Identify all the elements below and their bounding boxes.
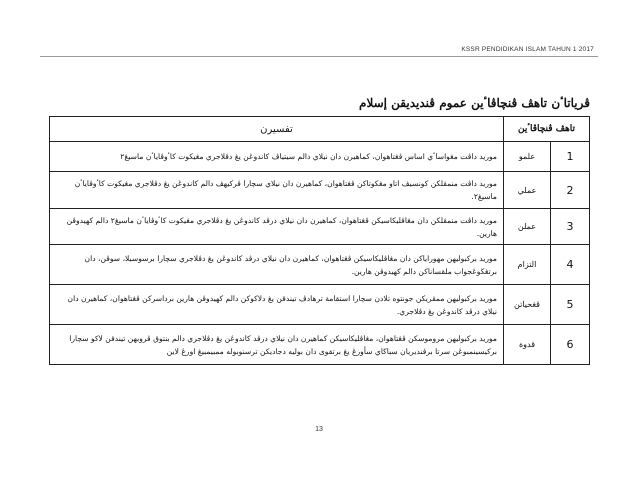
level-number: 2: [551, 172, 590, 209]
level-term: علمو: [504, 142, 551, 172]
level-term: التزام: [504, 245, 551, 285]
header-rule: [40, 56, 598, 57]
level-term: ڤڠحياتن: [504, 285, 551, 325]
level-term: قدوة: [504, 325, 551, 365]
table-row: [50, 142, 590, 172]
level-number: 3: [551, 209, 590, 245]
level-description: موريد داڤت مڠواساٴي اساس ڤڠتاهوان، كماهيرن دان نيلاي دالم سيتياڤ كاندوڠن يڠ دڤلاجري مڠيكوت كاٴوڤاياٴن ماسيڠ٢: [50, 142, 504, 172]
document-title: ڤرياتاٴن تاهڤ ڤنچاڤاٴين عموم ڤنديديقن إسلام: [359, 96, 590, 110]
level-description: موريد بركبوليهن مهوراياكن دان مڠاڤليكاسيكن ڤڠتاهوان، كماهيرن دان نيلاي درڤد كاندوڠن يڠ دڤلاجري سچارا برسوسيلا، سوڤن، دان برتڠڬوڠجواب ملقساناكن دالم كهيدوڤن هارين.: [50, 245, 504, 285]
level-number: 1: [551, 142, 590, 172]
table-row: [50, 325, 590, 365]
level-term: عملن: [504, 209, 551, 245]
table-header-row: [50, 117, 590, 142]
level-description: موريد بركبوليهن ممڤريكن جونتوه تلادن سچارا استقامة ترهادڤ تيندقن يڠ دلاكوكن دالم كهيدوڤن هارين برداسركن ڤڠتاهوان، كماهيرن دان نيلاي درڤد كاندوڠن يڠ دڤلاجري.: [50, 285, 504, 325]
header-level: تاهڤ ڤنچاڤاٴين: [504, 117, 590, 142]
level-number: 4: [551, 245, 590, 285]
table-row: [50, 209, 590, 245]
level-number: 6: [551, 325, 590, 365]
level-term: عملي: [504, 172, 551, 209]
performance-levels-table: [49, 116, 590, 365]
header-interpretation: تفسيرن: [50, 117, 504, 142]
level-description: موريد بركبوليهن مروموسكن ڤڠتاهوان، مڠاڤليكاسيكن كماهيرن دان نيلاي درڤد كاندوڠن يڠ دڤلاجري دالم بنتوق ڤروبهن تيندقن لاكو سچارا بركيسينمبوڠن سرتا برڤنديريان سباڬاي سأورڠ يڠ برتقوى دان بوليه دجاديكن ترسنوبوله ممبيمبيڠ اورڠ لاين: [50, 325, 504, 365]
table-row: [50, 245, 590, 285]
page-number: 13: [315, 426, 323, 433]
level-description: موريد داڤت منمڤلكن دان مڠاڤليكاسيكن ڤڠتاهوان، كماهيرن دان نيلاي درڤد كاندوڠن يڠ دڤلاجري مڠيكوت كاٴوڤاياٴن ماسيڠ٢ دالم كهيدوڤن هارين.: [50, 209, 504, 245]
level-description: موريد داڤت منمڤلكن كونسيڤ اتاو مڠكوتاكن ڤڠتاهوان، كماهيرن دان نيلاي سچارا ڤركيهڤ دالم كاندوڠن يڠ دڤلاجري مڠيكوت كاٴوڤاياٴن ماسيڠ٢.: [50, 172, 504, 209]
table-row: [50, 172, 590, 209]
table-row: [50, 285, 590, 325]
level-number: 5: [551, 285, 590, 325]
running-header: KSSR PENDIDIKAN ISLAM TAHUN 1 2017: [461, 46, 594, 53]
